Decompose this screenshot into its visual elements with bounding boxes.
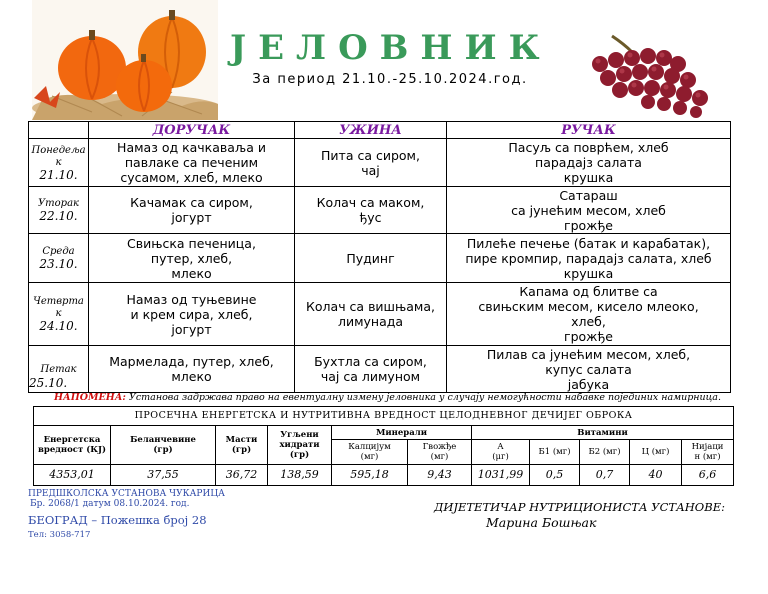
day-cell xyxy=(29,234,89,283)
menu-row-friday xyxy=(29,346,731,393)
menu-row-tuesday xyxy=(29,187,731,234)
menu-header-row xyxy=(29,122,731,139)
nutrition-values-row xyxy=(34,465,734,486)
snack-cell: Колач са вишњама, лимунада xyxy=(295,283,447,346)
vit-c-header: Ц (мг) xyxy=(630,440,682,465)
day-cell xyxy=(29,283,89,346)
iron-value: 9,43 xyxy=(408,465,472,486)
snack-cell: Пудинг xyxy=(295,234,447,283)
page-title: ЈЕЛОВНИК xyxy=(230,28,552,68)
day-date: 21.10. xyxy=(39,167,78,182)
note-label: НАПОМЕНА: xyxy=(54,392,126,403)
snack-cell: Колач са маком, ђус xyxy=(295,187,447,234)
vit-b1-header: Б1 (мг) xyxy=(530,440,580,465)
grapes-image xyxy=(572,28,722,120)
vitamins-header: Витамини xyxy=(472,426,734,440)
breakfast-cell: Намаз од качкаваља и павлаке са печеним сусамом, хлеб, млеко xyxy=(89,139,295,187)
menu-row-monday xyxy=(29,139,731,187)
institution-info xyxy=(28,489,225,540)
energy-header: Енергетска вредност (КЈ) xyxy=(34,426,111,465)
energy-value: 4353,01 xyxy=(34,465,111,486)
niacin-value: 6,6 xyxy=(682,465,734,486)
day-cell xyxy=(29,346,89,393)
snack-cell: Бухтла са сиром, чај са лимуном xyxy=(295,346,447,393)
vit-b1-value: 0,5 xyxy=(530,465,580,486)
minerals-header: Минерали xyxy=(332,426,472,440)
iron-header: Гвожђе (мг) xyxy=(408,440,472,465)
menu-row-thursday xyxy=(29,283,731,346)
signature-name: Марина Бошњак xyxy=(486,515,597,530)
column-header-breakfast: ДОРУЧАК xyxy=(89,122,295,139)
day-name: Среда xyxy=(42,246,75,257)
calcium-value: 595,18 xyxy=(332,465,408,486)
institution-address: БЕОГРАД – Пожешка број 28 xyxy=(28,513,207,527)
vit-a-header: А (μг) xyxy=(472,440,530,465)
registration-number: Бр. 2068/1 датум 08.10.2024. год. xyxy=(30,499,190,509)
day-date: 22.10. xyxy=(39,209,78,223)
column-header-day: ДАН xyxy=(29,122,89,139)
institution-name: ПРЕДШКОЛСКА УСТАНОВА ЧУКАРИЦА xyxy=(28,489,225,499)
niacin-header: Нијаци н (мг) xyxy=(682,440,734,465)
institution-phone: Тел: 3058-717 xyxy=(28,530,91,540)
lunch-cell: Капама од блитве са свињским месом, кисело млеоко, хлеб, грожђе xyxy=(447,283,731,346)
vit-c-value: 40 xyxy=(630,465,682,486)
day-cell xyxy=(29,139,89,187)
menu-table xyxy=(28,121,731,393)
day-name: Понедеља к xyxy=(31,144,86,168)
day-name: Четврта к xyxy=(33,296,84,319)
column-header-snack: УЖИНА xyxy=(295,122,447,139)
nutrition-table xyxy=(33,406,734,486)
fat-header: Масти (гр) xyxy=(216,426,268,465)
breakfast-cell: Качамак са сиром, јогурт xyxy=(89,187,295,234)
day-date: 24.10. xyxy=(39,319,78,333)
vit-b2-value: 0,7 xyxy=(580,465,630,486)
breakfast-cell: Свињска печеница, путер, хлеб, млеко xyxy=(89,234,295,283)
vit-b2-header: Б2 (мг) xyxy=(580,440,630,465)
lunch-cell: Сатараш са јунећим месом, хлеб грожђе xyxy=(447,187,731,234)
snack-cell: Пита са сиром, чај xyxy=(295,139,447,187)
calcium-header: Калцијум (мг) xyxy=(332,440,408,465)
breakfast-cell: Намаз од туњевине и крем сира, хлеб, јогурт xyxy=(89,283,295,346)
protein-header: Беланчевине (гр) xyxy=(111,426,216,465)
fat-value: 36,72 xyxy=(216,465,268,486)
signature-title: ДИЈЕТЕТИЧАР НУТРИЦИОНИСТА УСТАНОВЕ: xyxy=(434,500,725,514)
column-header-lunch: РУЧАК xyxy=(447,122,731,139)
menu-row-wednesday xyxy=(29,234,731,283)
pumpkins-image xyxy=(32,0,218,120)
day-date: 25.10. xyxy=(29,376,68,390)
lunch-cell: Пасуљ са поврћем, хлеб парадајз салата крушка xyxy=(447,139,731,187)
signature-block xyxy=(434,500,725,530)
carbs-value: 138,59 xyxy=(268,465,332,486)
vit-a-value: 1031,99 xyxy=(472,465,530,486)
nutrition-caption: ПРОСЕЧНА ЕНЕРГЕТСКА И НУТРИТИВНА ВРЕДНОСТ ЦЕЛОДНЕВНОГ ДЕЧИЈЕГ ОБРОКА xyxy=(34,407,734,426)
day-name: Уторак xyxy=(37,198,80,209)
menu-note xyxy=(54,392,734,403)
breakfast-cell: Мармелада, путер, хлеб, млеко xyxy=(89,346,295,393)
carbs-header: Угљени хидрати (гр) xyxy=(268,426,332,465)
day-name: Петак xyxy=(40,364,77,375)
lunch-cell: Пилеће печење (батак и карабатак), пире кромпир, парадајз салата, хлеб крушка xyxy=(447,234,731,283)
protein-value: 37,55 xyxy=(111,465,216,486)
note-text: Установа задржава право на евентуалну измену јеловника у случају немогућности набавке појединих намирница. xyxy=(125,392,721,403)
period-subtitle: За период 21.10.-25.10.2024.год. xyxy=(252,72,528,87)
day-cell xyxy=(29,187,89,234)
lunch-cell: Пилав са јунећим месом, хлеб, купус салата јабука xyxy=(447,346,731,393)
day-date: 23.10. xyxy=(39,257,78,271)
